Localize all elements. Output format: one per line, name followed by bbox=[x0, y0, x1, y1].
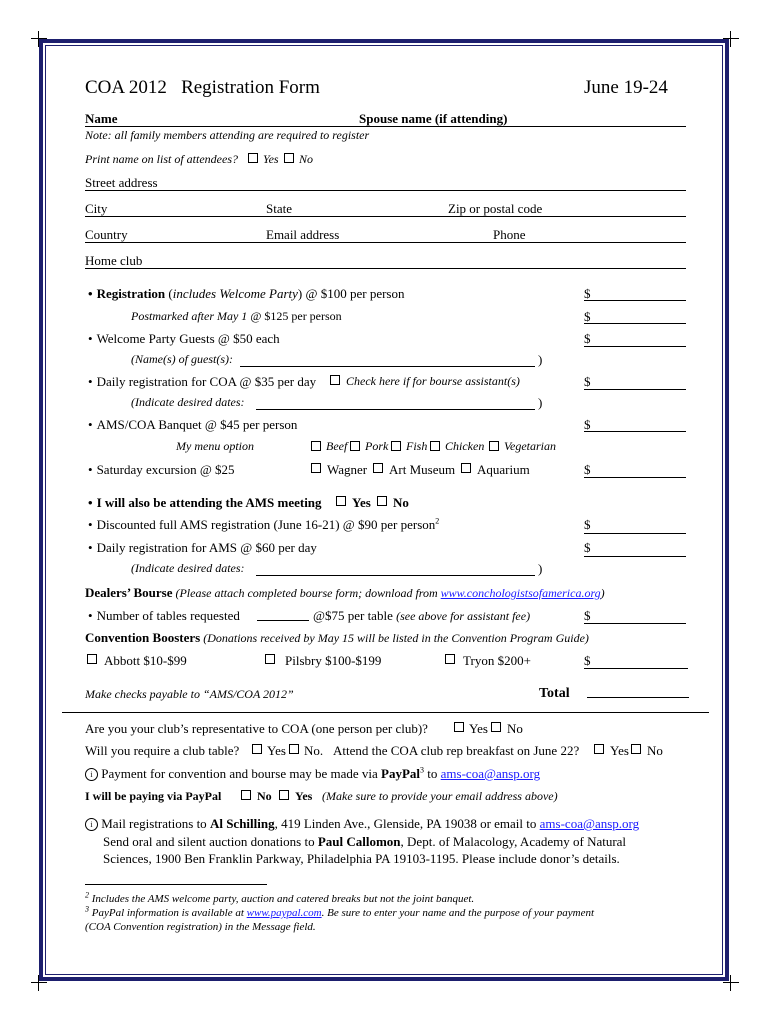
registration-amount-field[interactable] bbox=[584, 300, 686, 301]
club-table-yes-checkbox[interactable] bbox=[252, 744, 262, 754]
dollar-sign: $ bbox=[584, 608, 591, 623]
daily-ams-label: • Daily registration for AMS @ $60 per day bbox=[88, 540, 317, 555]
bourse-assistant-label: Check here if for bourse assistant(s) bbox=[346, 374, 520, 388]
total-label: Total bbox=[539, 686, 570, 701]
booster-pilsbry-label: Pilsbry $100-$199 bbox=[285, 653, 382, 668]
daily-ams-amount-field[interactable] bbox=[584, 556, 686, 557]
dollar-sign: $ bbox=[584, 331, 591, 346]
ams-attending-question: • I will also be attending the AMS meeting bbox=[88, 495, 322, 510]
club-table-no-checkbox[interactable] bbox=[289, 744, 299, 754]
discounted-ams-label: Discounted full AMS registration (June 16-21) @ $90 per person bbox=[96, 517, 436, 532]
phone-label: Phone bbox=[493, 227, 526, 242]
menu-vegetarian-label: Vegetarian bbox=[504, 439, 556, 453]
banquet-amount-field[interactable] bbox=[584, 431, 686, 432]
mail-email-link[interactable]: ams-coa@ansp.org bbox=[539, 816, 640, 831]
booster-abbott-checkbox[interactable] bbox=[87, 654, 97, 664]
club-rep-yes-label: Yes bbox=[469, 721, 488, 736]
menu-option-label: My menu option bbox=[176, 439, 254, 453]
street-label: Street address bbox=[85, 175, 158, 190]
postmarked-price: @ $125 per person bbox=[250, 309, 342, 323]
excursion-wagner-checkbox[interactable] bbox=[311, 463, 321, 473]
registration-label: • Registration bbox=[88, 286, 165, 301]
postmarked-label: Postmarked after May 1 bbox=[131, 309, 248, 323]
menu-fish-checkbox[interactable] bbox=[391, 441, 401, 451]
excursion-art-museum-label: Art Museum bbox=[389, 462, 456, 477]
booster-tryon-checkbox[interactable] bbox=[445, 654, 455, 664]
info-icon: i bbox=[85, 818, 98, 831]
city-state-zip-field[interactable] bbox=[85, 216, 686, 217]
dollar-sign: $ bbox=[584, 653, 591, 668]
footnote-ref-3: 3 bbox=[420, 765, 425, 775]
booster-tryon-label: Tryon $200+ bbox=[463, 653, 531, 668]
discounted-ams-line bbox=[88, 517, 439, 532]
print-name-yes-label: Yes bbox=[263, 152, 279, 166]
home-club-label: Home club bbox=[85, 253, 143, 268]
tables-amount-field[interactable] bbox=[584, 623, 686, 624]
dollar-sign: $ bbox=[584, 286, 591, 301]
assistant-fee-note: (see above for assistant fee) bbox=[396, 609, 531, 623]
excursion-art-museum-checkbox[interactable] bbox=[373, 463, 383, 473]
form-title: COA 2012 Registration Form bbox=[85, 77, 320, 98]
street-field[interactable] bbox=[85, 190, 686, 191]
dollar-sign: $ bbox=[584, 309, 591, 324]
paying-via-paypal-question: I will be paying via PayPal bbox=[85, 789, 222, 803]
corner-ornament bbox=[31, 975, 47, 991]
postmarked-amount-field[interactable] bbox=[584, 323, 686, 324]
coa-dates-field[interactable] bbox=[256, 409, 535, 410]
booster-amount-field[interactable] bbox=[584, 668, 688, 669]
daily-coa-label: • Daily registration for COA @ $35 per day bbox=[88, 374, 316, 389]
boosters-note: (Donations received by May 15 will be listed in the Convention Program Guide) bbox=[203, 631, 589, 645]
footnote-3-text-a: PayPal information is available at bbox=[91, 907, 244, 919]
registration-includes: includes Welcome Party bbox=[172, 286, 298, 301]
tables-price-line bbox=[313, 608, 530, 624]
paypal-name: PayPal bbox=[381, 766, 421, 781]
mail-line1-start: Mail registrations to bbox=[101, 816, 207, 831]
ams-dates-close: ) bbox=[538, 561, 543, 576]
event-dates: June 19-24 bbox=[584, 77, 668, 98]
family-note: Note: all family members attending are required to register bbox=[85, 128, 370, 142]
excursion-wagner-label: Wagner bbox=[327, 462, 368, 477]
guest-names-close: ) bbox=[538, 352, 543, 367]
excursion-aquarium-checkbox[interactable] bbox=[461, 463, 471, 473]
spouse-label: Spouse name (if attending) bbox=[359, 111, 508, 126]
name-label: Name bbox=[85, 111, 118, 126]
ams-dates-field[interactable] bbox=[256, 575, 535, 576]
welcome-guests-label: • Welcome Party Guests @ $50 each bbox=[88, 331, 280, 346]
menu-pork-label: Pork bbox=[365, 439, 389, 453]
paypal-yes-checkbox[interactable] bbox=[279, 790, 289, 800]
corner-ornament bbox=[723, 31, 739, 47]
breakfast-yes-checkbox[interactable] bbox=[594, 744, 604, 754]
country-email-phone-field[interactable] bbox=[85, 242, 686, 243]
dollar-sign: $ bbox=[584, 374, 591, 389]
club-rep-yes-checkbox[interactable] bbox=[454, 722, 464, 732]
city-label: City bbox=[85, 201, 108, 216]
breakfast-no-label: No bbox=[647, 743, 663, 758]
dollar-sign: $ bbox=[584, 540, 591, 555]
home-club-field[interactable] bbox=[85, 268, 686, 269]
country-label: Country bbox=[85, 227, 128, 242]
mail-line-1 bbox=[85, 816, 639, 831]
banquet-label: • AMS/COA Banquet @ $45 per person bbox=[88, 417, 297, 432]
print-name-yes-checkbox[interactable] bbox=[248, 153, 258, 163]
state-label: State bbox=[266, 201, 292, 216]
donation-address-2: Sciences, 1900 Ben Franklin Parkway, Philadelphia PA 19103-1195. Please include donor’s details. bbox=[103, 851, 620, 866]
menu-chicken-checkbox[interactable] bbox=[430, 441, 440, 451]
mail-contact-name: Al Schilling bbox=[209, 816, 275, 831]
paypal-website-link[interactable]: www.paypal.com bbox=[246, 907, 322, 919]
booster-abbott-label: Abbott $10-$99 bbox=[104, 653, 187, 668]
paypal-email-note: (Make sure to provide your email address above) bbox=[322, 789, 558, 803]
info-icon: i bbox=[85, 768, 98, 781]
welcome-guests-amount-field[interactable] bbox=[584, 346, 686, 347]
bourse-line: Dealers’ Bourse (Please attach completed bourse form; download from www.conchologistsofamerica.org) bbox=[85, 585, 605, 600]
footnote-3 bbox=[85, 904, 595, 920]
menu-pork-checkbox[interactable] bbox=[350, 441, 360, 451]
menu-vegetarian-checkbox[interactable] bbox=[489, 441, 499, 451]
discounted-ams-amount-field[interactable] bbox=[584, 533, 686, 534]
footnote-2 bbox=[85, 890, 475, 906]
excursion-amount-field[interactable] bbox=[584, 477, 686, 478]
ams-attending-yes-label: Yes bbox=[352, 495, 371, 510]
coa-dates-label: (Indicate desired dates: bbox=[131, 395, 245, 409]
booster-pilsbry-checkbox[interactable] bbox=[265, 654, 275, 664]
postmarked-line bbox=[131, 309, 342, 324]
menu-beef-label: Beef bbox=[326, 439, 348, 453]
club-table-yes-label: Yes bbox=[267, 743, 286, 758]
paypal-to: to bbox=[427, 766, 438, 781]
breakfast-yes-label: Yes bbox=[610, 743, 629, 758]
paypal-line-start: Payment for convention and bourse may be made via bbox=[101, 766, 378, 781]
print-name-no-label: No bbox=[299, 152, 314, 166]
breakfast-question: Attend the COA club rep breakfast on June 22? bbox=[333, 743, 580, 758]
paypal-yes-label: Yes bbox=[295, 789, 313, 803]
footnote-3-cont: (COA Convention registration) in the Message field. bbox=[85, 921, 316, 933]
club-rep-no-label: No bbox=[507, 721, 523, 736]
print-name-no-checkbox[interactable] bbox=[284, 153, 294, 163]
name-field[interactable] bbox=[85, 126, 686, 127]
ams-attending-yes-checkbox[interactable] bbox=[336, 496, 346, 506]
print-name-question: Print name on list of attendees? bbox=[85, 152, 238, 166]
bourse-download-link[interactable]: www.conchologistsofamerica.org bbox=[440, 586, 601, 600]
boosters-title: Convention Boosters bbox=[85, 630, 201, 645]
paypal-no-checkbox[interactable] bbox=[241, 790, 251, 800]
menu-beef-checkbox[interactable] bbox=[311, 441, 321, 451]
paypal-line bbox=[85, 766, 540, 781]
email-label: Email address bbox=[266, 227, 340, 242]
zip-label: Zip or postal code bbox=[448, 201, 543, 216]
mail-address: , 419 Linden Ave., Glenside, PA 19038 or email to bbox=[274, 816, 537, 831]
section-divider bbox=[62, 712, 709, 713]
corner-ornament bbox=[723, 975, 739, 991]
breakfast-no-checkbox[interactable] bbox=[631, 744, 641, 754]
checks-payable-note: Make checks payable to “AMS/COA 2012” bbox=[85, 687, 294, 701]
menu-chicken-label: Chicken bbox=[445, 439, 485, 453]
club-table-no-label: No. bbox=[304, 743, 324, 758]
total-amount-field[interactable] bbox=[587, 697, 689, 698]
guest-names-field[interactable] bbox=[240, 366, 535, 367]
tables-count-field[interactable] bbox=[257, 620, 309, 621]
footnote-ref-2: 2 bbox=[435, 516, 440, 526]
tables-price: @$75 per table bbox=[313, 608, 393, 623]
bourse-assistant-checkbox[interactable] bbox=[330, 375, 340, 385]
ams-attending-no-label: No bbox=[393, 495, 409, 510]
dollar-sign: $ bbox=[584, 417, 591, 432]
footnote-3-num: 3 bbox=[85, 904, 89, 914]
club-rep-question: Are you your club’s representative to COA (one person per club)? bbox=[85, 721, 428, 736]
bourse-title: Dealers’ Bourse bbox=[85, 585, 173, 600]
dollar-sign: $ bbox=[584, 462, 591, 477]
donation-address-1: , Dept. of Malacology, Academy of Natural bbox=[400, 834, 627, 849]
guest-names-label: (Name(s) of guest(s): bbox=[131, 352, 233, 366]
bourse-instructions: (Please attach completed bourse form; download from bbox=[175, 586, 438, 600]
dollar-sign: $ bbox=[584, 517, 591, 532]
club-rep-no-checkbox[interactable] bbox=[491, 722, 501, 732]
excursion-label: • Saturday excursion @ $25 bbox=[88, 462, 235, 477]
footnote-2-num: 2 bbox=[85, 890, 89, 900]
donation-contact-name: Paul Callomon bbox=[317, 834, 401, 849]
registration-line: • Registration (includes Welcome Party) @ $100 per person bbox=[88, 286, 405, 301]
footnote-separator bbox=[85, 884, 267, 885]
tables-label: • Number of tables requested bbox=[88, 608, 240, 623]
boosters-line bbox=[85, 630, 589, 646]
paypal-no-label: No bbox=[257, 789, 272, 803]
menu-fish-label: Fish bbox=[406, 439, 428, 453]
mail-line2-start: Send oral and silent auction donations to bbox=[103, 834, 315, 849]
corner-ornament bbox=[31, 31, 47, 47]
registration-price: @ $100 per person bbox=[305, 286, 405, 301]
paypal-email-link[interactable]: ams-coa@ansp.org bbox=[440, 766, 541, 781]
ams-attending-no-checkbox[interactable] bbox=[377, 496, 387, 506]
coa-dates-close: ) bbox=[538, 395, 543, 410]
ams-dates-label: (Indicate desired dates: bbox=[131, 561, 245, 575]
footnote-2-text: Includes the AMS welcome party, auction and catered breaks but not the joint banquet. bbox=[91, 893, 475, 905]
daily-coa-amount-field[interactable] bbox=[584, 389, 686, 390]
club-table-question: Will you require a club table? bbox=[85, 743, 240, 758]
excursion-aquarium-label: Aquarium bbox=[477, 462, 530, 477]
footnote-3-text-b: . Be sure to enter your name and the purpose of your payment bbox=[321, 907, 595, 919]
mail-line-2 bbox=[103, 834, 626, 849]
